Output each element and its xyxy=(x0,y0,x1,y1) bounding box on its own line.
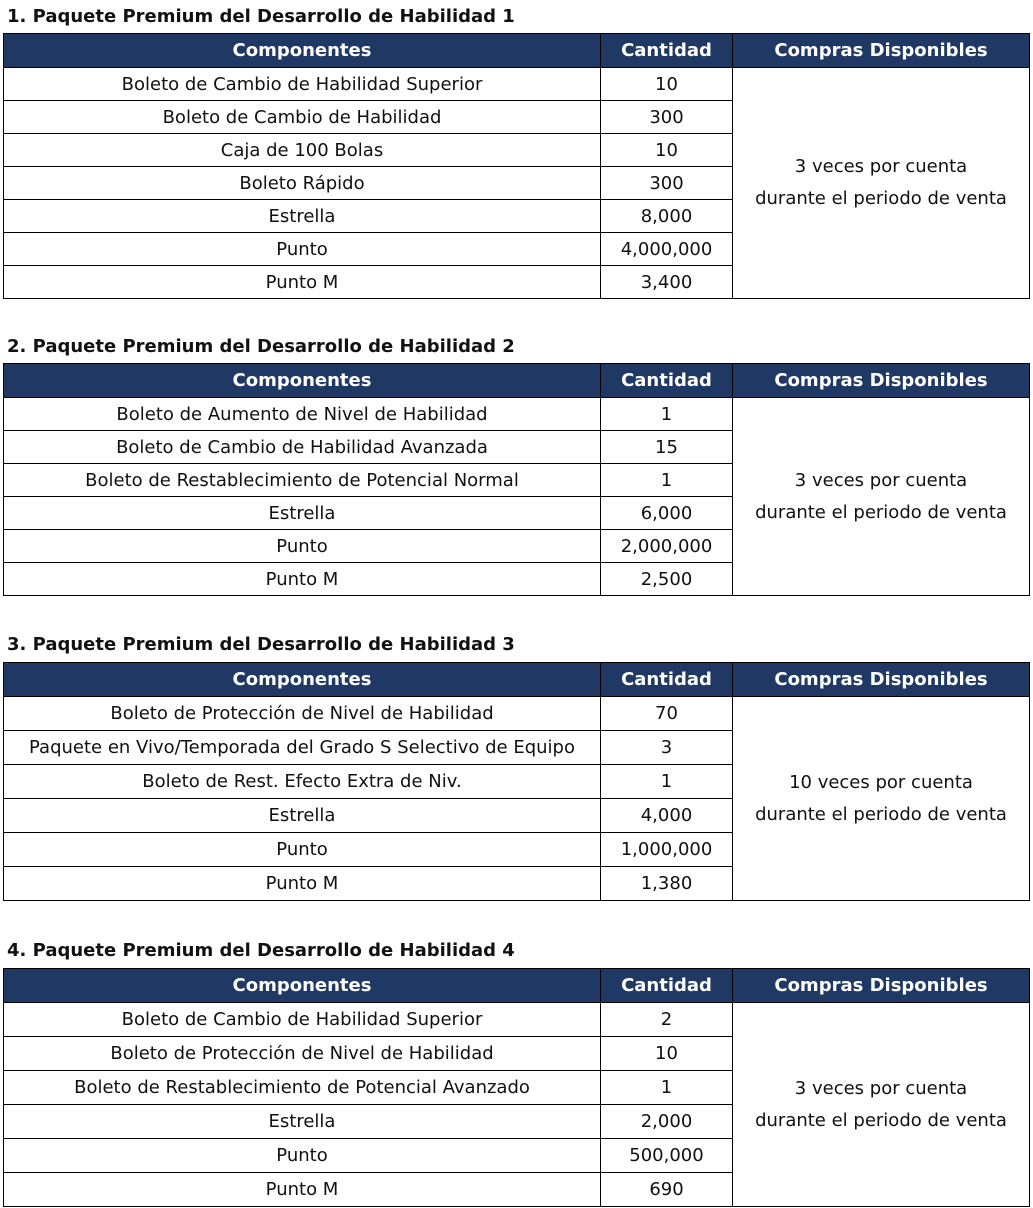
component-quantity: 4,000,000 xyxy=(601,233,733,266)
component-name: Boleto de Cambio de Habilidad Avanzada xyxy=(4,431,601,464)
component-quantity: 1 xyxy=(601,765,733,799)
component-quantity: 10 xyxy=(601,68,733,101)
package-title: 4. Paquete Premium del Desarrollo de Habilidad 4 xyxy=(7,940,515,961)
component-name: Punto xyxy=(4,1139,601,1173)
component-quantity: 2 xyxy=(601,1003,733,1037)
component-quantity: 15 xyxy=(601,431,733,464)
component-name: Boleto de Cambio de Habilidad Superior xyxy=(4,68,601,101)
component-name: Boleto de Protección de Nivel de Habilidad xyxy=(4,1037,601,1071)
component-quantity: 1 xyxy=(601,464,733,497)
package-table xyxy=(3,662,1030,901)
package-table xyxy=(3,33,1030,299)
component-quantity: 3,400 xyxy=(601,266,733,299)
table-header-row xyxy=(4,663,1030,697)
package-title: 1. Paquete Premium del Desarrollo de Habilidad 1 xyxy=(7,6,515,27)
component-name: Punto M xyxy=(4,1173,601,1207)
header-purchases: Compras Disponibles xyxy=(733,663,1030,697)
component-quantity: 690 xyxy=(601,1173,733,1207)
purchases-period: durante el periodo de venta xyxy=(755,188,1007,209)
table-row xyxy=(4,398,1030,431)
component-name: Boleto de Restablecimiento de Potencial Normal xyxy=(4,464,601,497)
purchases-limit: 3 veces por cuenta xyxy=(794,1077,968,1099)
component-quantity: 1 xyxy=(601,398,733,431)
component-quantity: 10 xyxy=(601,1037,733,1071)
component-quantity: 10 xyxy=(601,134,733,167)
component-name: Boleto de Rest. Efecto Extra de Niv. xyxy=(4,765,601,799)
table-row xyxy=(4,1003,1030,1037)
component-quantity: 2,000,000 xyxy=(601,530,733,563)
header-components: Componentes xyxy=(4,364,601,398)
component-name: Punto M xyxy=(4,563,601,596)
component-quantity: 1,000,000 xyxy=(601,833,733,867)
package-title: 2. Paquete Premium del Desarrollo de Habilidad 2 xyxy=(7,336,515,357)
component-quantity: 4,000 xyxy=(601,799,733,833)
component-name: Punto xyxy=(4,233,601,266)
component-name: Punto M xyxy=(4,266,601,299)
component-name: Estrella xyxy=(4,799,601,833)
available-purchases xyxy=(733,68,1030,299)
component-quantity: 8,000 xyxy=(601,200,733,233)
component-quantity: 70 xyxy=(601,697,733,731)
component-name: Boleto de Protección de Nivel de Habilidad xyxy=(4,697,601,731)
component-name: Punto xyxy=(4,833,601,867)
component-name: Estrella xyxy=(4,1105,601,1139)
package-table xyxy=(3,363,1030,596)
purchases-limit: 3 veces por cuenta xyxy=(794,156,968,177)
component-name: Caja de 100 Bolas xyxy=(4,134,601,167)
available-purchases xyxy=(733,697,1030,901)
component-quantity: 2,000 xyxy=(601,1105,733,1139)
component-name: Paquete en Vivo/Temporada del Grado S Selectivo de Equipo xyxy=(4,731,601,765)
component-quantity: 3 xyxy=(601,731,733,765)
component-quantity: 2,500 xyxy=(601,563,733,596)
purchases-period: durante el periodo de venta xyxy=(755,803,1007,825)
component-quantity: 6,000 xyxy=(601,497,733,530)
purchases-limit: 10 veces por cuenta xyxy=(789,771,973,793)
component-quantity: 300 xyxy=(601,167,733,200)
table-row xyxy=(4,68,1030,101)
header-quantity: Cantidad xyxy=(601,969,733,1003)
component-name: Punto M xyxy=(4,867,601,901)
header-quantity: Cantidad xyxy=(601,364,733,398)
available-purchases xyxy=(733,398,1030,596)
component-name: Estrella xyxy=(4,497,601,530)
purchases-period: durante el periodo de venta xyxy=(755,1109,1007,1131)
component-name: Estrella xyxy=(4,200,601,233)
header-purchases: Compras Disponibles xyxy=(733,969,1030,1003)
component-name: Boleto de Cambio de Habilidad Superior xyxy=(4,1003,601,1037)
header-components: Componentes xyxy=(4,969,601,1003)
header-purchases: Compras Disponibles xyxy=(733,34,1030,68)
package-title: 3. Paquete Premium del Desarrollo de Habilidad 3 xyxy=(7,634,515,655)
purchases-period: durante el periodo de venta xyxy=(755,501,1007,523)
header-quantity: Cantidad xyxy=(601,34,733,68)
component-quantity: 500,000 xyxy=(601,1139,733,1173)
available-purchases xyxy=(733,1003,1030,1207)
table-header-row xyxy=(4,364,1030,398)
component-name: Punto xyxy=(4,530,601,563)
component-quantity: 1,380 xyxy=(601,867,733,901)
header-components: Componentes xyxy=(4,663,601,697)
component-name: Boleto de Restablecimiento de Potencial Avanzado xyxy=(4,1071,601,1105)
purchases-limit: 3 veces por cuenta xyxy=(794,469,968,491)
component-quantity: 1 xyxy=(601,1071,733,1105)
header-quantity: Cantidad xyxy=(601,663,733,697)
header-purchases: Compras Disponibles xyxy=(733,364,1030,398)
component-name: Boleto de Aumento de Nivel de Habilidad xyxy=(4,398,601,431)
table-row xyxy=(4,697,1030,731)
package-table xyxy=(3,968,1030,1207)
component-quantity: 300 xyxy=(601,101,733,134)
component-name: Boleto de Cambio de Habilidad xyxy=(4,101,601,134)
component-name: Boleto Rápido xyxy=(4,167,601,200)
header-components: Componentes xyxy=(4,34,601,68)
table-header-row xyxy=(4,969,1030,1003)
table-header-row xyxy=(4,34,1030,68)
